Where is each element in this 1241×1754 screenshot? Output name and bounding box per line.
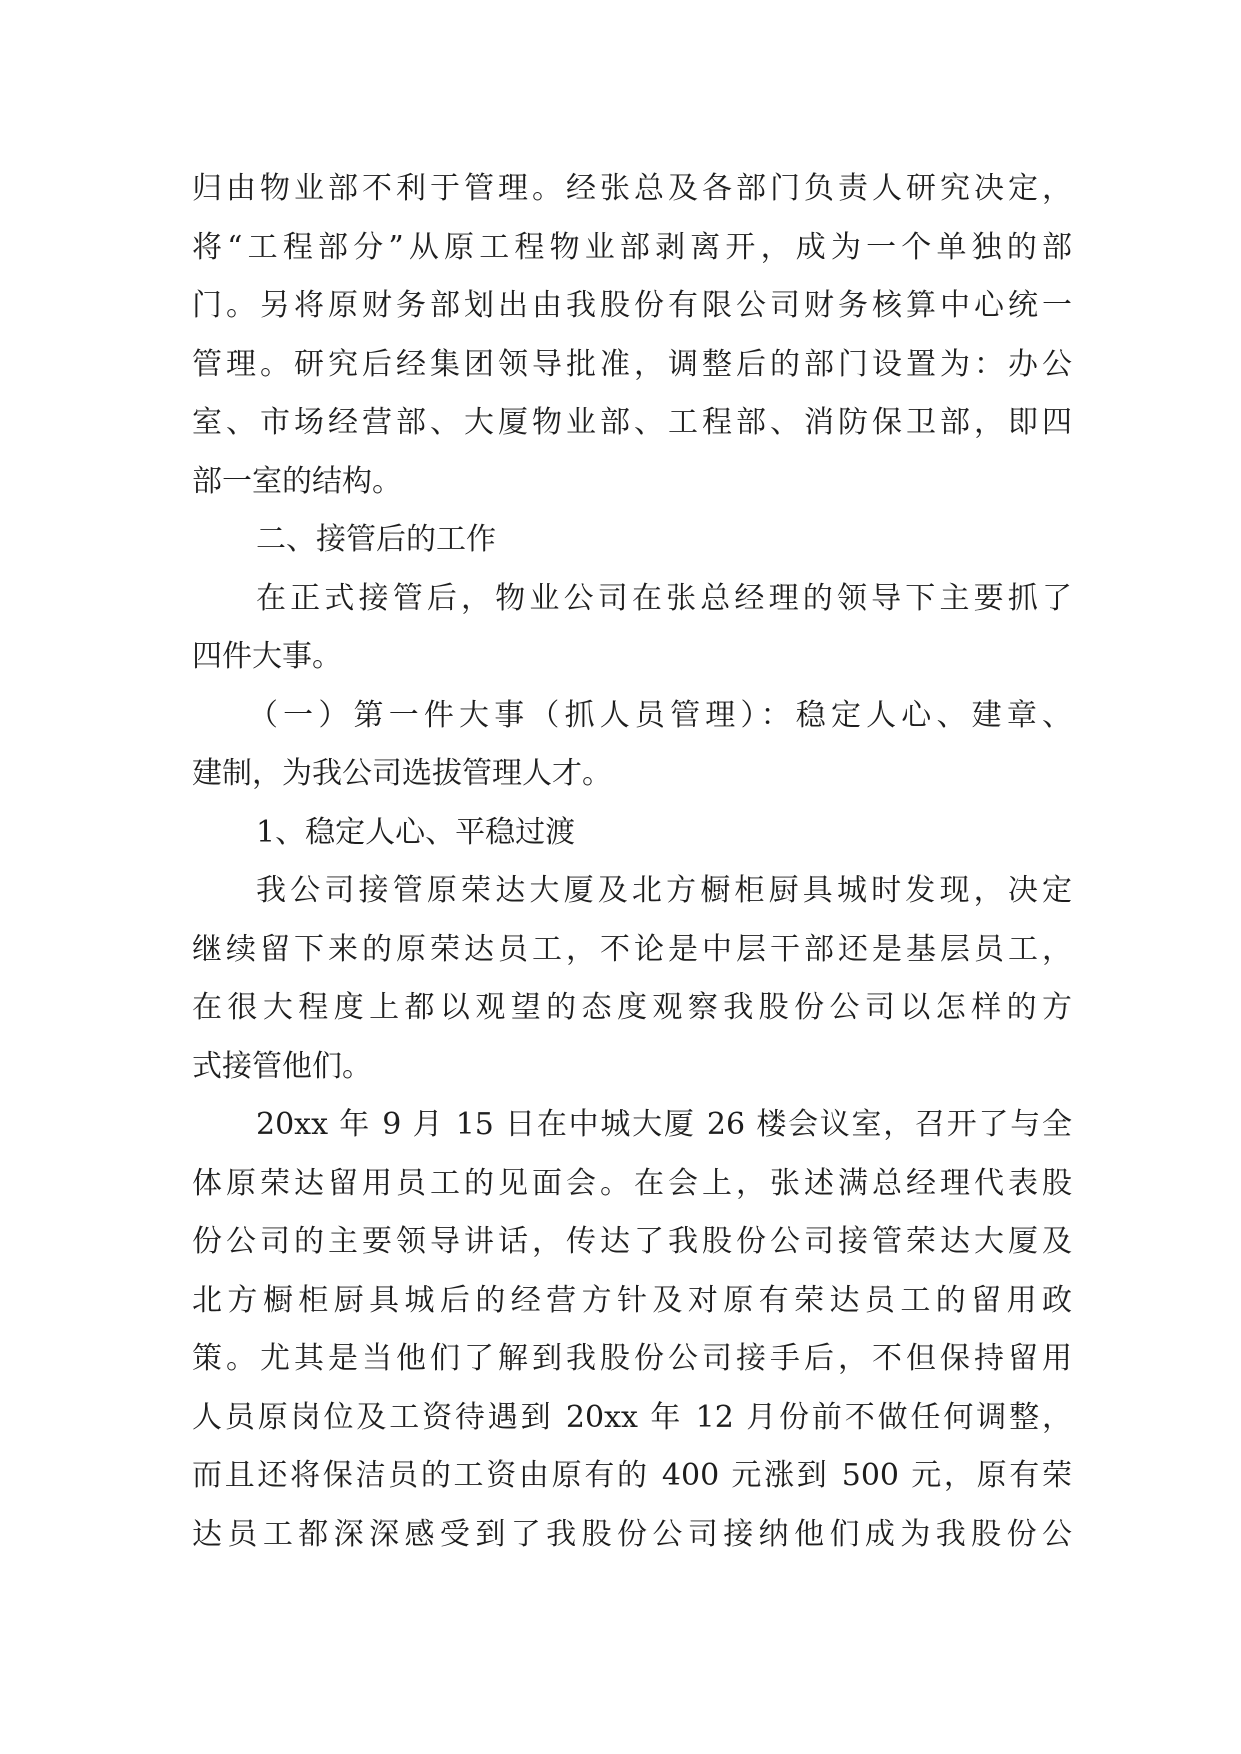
text-line: 北方橱柜厨具城后的经营方针及对原有荣达员工的留用政 bbox=[192, 1282, 1072, 1318]
text-line: 将“工程部分”从原工程物业部剥离开，成为一个单独的部 bbox=[192, 229, 1072, 265]
text-line: 达员工都深深感受到了我股份公司接纳他们成为我股份公 bbox=[192, 1516, 1072, 1552]
section-heading: 二、接管后的工作 bbox=[256, 522, 496, 557]
text-line: 份公司的主要领导讲话，传达了我股份公司接管荣达大厦及 bbox=[192, 1224, 1072, 1259]
text-line: 继续留下来的原荣达员工，不论是中层干部还是基层员工， bbox=[192, 931, 1072, 967]
subsection-heading: （一）第一件大事（抓人员管理）：稳定人心、建章、 bbox=[248, 697, 1072, 733]
text-line: 我公司接管原荣达大厦及北方橱柜厨具城时发现，决定 bbox=[256, 873, 1072, 908]
text-line: 在正式接管后，物业公司在张总经理的领导下主要抓了 bbox=[256, 580, 1072, 616]
text-line: 室、市场经营部、大厦物业部、工程部、消防保卫部，即四 bbox=[192, 405, 1072, 440]
text-line: 管理。研究后经集团领导批准，调整后的部门设置为：办公 bbox=[192, 346, 1072, 382]
text-line: 20xx 年 9 月 15 日在中城大厦 26 楼会议室，召开了与全 bbox=[256, 1107, 1072, 1142]
body-text bbox=[192, 160, 1072, 1564]
text-line: 部一室的结构。 bbox=[192, 463, 402, 499]
text-line: 而且还将保洁员的工资由原有的 400 元涨到 500 元，原有荣 bbox=[192, 1458, 1072, 1493]
text-line: 人员原岗位及工资待遇到 20xx 年 12 月份前不做任何调整， bbox=[192, 1399, 1072, 1435]
text-line: 式接管他们。 bbox=[192, 1048, 372, 1084]
text-line: 归由物业部不利于管理。经张总及各部门负责人研究决定， bbox=[192, 171, 1072, 206]
text-line: 体原荣达留用员工的见面会。在会上，张述满总经理代表股 bbox=[192, 1165, 1072, 1201]
text-line: 四件大事。 bbox=[192, 639, 342, 674]
text-line: 建制，为我公司选拔管理人才。 bbox=[192, 756, 612, 791]
item-heading: 1、稳定人心、平稳过渡 bbox=[256, 814, 576, 850]
text-line: 策。尤其是当他们了解到我股份公司接手后，不但保持留用 bbox=[192, 1341, 1072, 1376]
text-line: 在很大程度上都以观望的态度观察我股份公司以怎样的方 bbox=[192, 990, 1072, 1025]
text-line: 门。另将原财务部划出由我股份有限公司财务核算中心统一 bbox=[192, 288, 1072, 323]
